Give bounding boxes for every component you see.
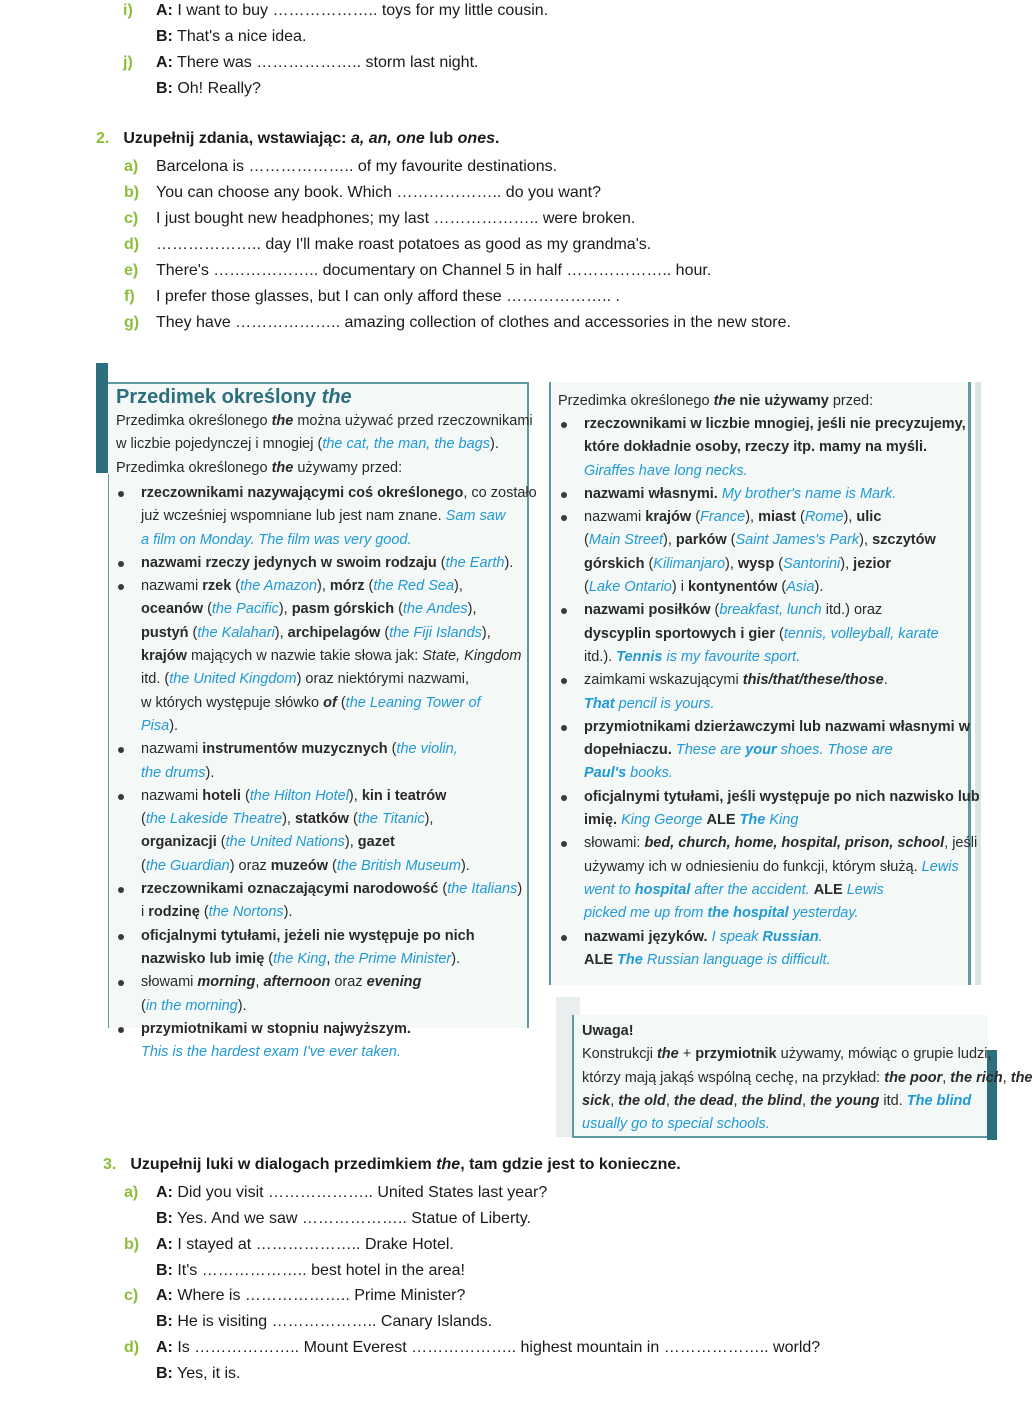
ex3-item-d: d) A: Is ……………….. Mount Everest ……………….. highest mountain in ……………….. world? [124,1339,821,1356]
ex2-heading: 2. Uzupełnij zdania, wstawiając: a, an, one lub ones. [96,130,500,147]
item-text: I prefer those glasses, but I can only afford these ……………….. . [156,288,620,305]
item-label: d) [124,236,140,253]
ex3-item-b-reply: B: It's ……………….. best hotel in the area! [156,1262,465,1279]
item-text: ……………….. day I'll make roast potatoes as good as my grandma's. [156,236,652,253]
ex3-item-a: a) A: Did you visit ……………….. United States last year? [124,1184,548,1201]
bullet-icon [118,561,124,567]
ex2-item [124,208,635,230]
ex1-item-i-reply: B: That's a nice idea. [156,28,307,45]
grammar-left-rules: rzeczownikami nazywającymi coś określonego, co zostało już wcześniej wspomniane lub jest nam znane. Sam saw a film on Monday. The film was very good. nazwami rzeczy jedynych w swoim rodzaju (the Earth). nazwami rzek (the Amazon), mórz (the Red Sea), oceanów (the Pacific), pasm górskich (the Andes), pustyń (the Kalahari), archipelagów (the Fiji Islands), krajów mających w nazwie takie słowa jak: State, Kingdom itd. (the United Kingdom) oraz niektórymi nazwami, w których występuje słówko of (the Leaning Tower of Pisa). nazwami instrumentów muzycznych (the violin, the drums). nazwami hoteli (the Hilton Hotel), kin i teatrów (the Lakeside Theatre), statków (the Titanic), organizacji (the United Nations), gazet (the Guardian) oraz muzeów (the British Museum). rzeczownikami oznaczającymi narodowość (the Italians) i rodzinę (the Nortons). oficjalnymi tytułami, jeżeli nie występuje po nich nazwisko lub imię (the King, the Prime Minister). słowami morning, afternoon oraz evening (in the morning). przymiotnikami w stopniu najwyższym. This is the hardest exam I've ever taken. [141,485,537,1061]
item-label: b) [124,184,140,201]
ex1-item-i: i) A: I want to buy ……………….. toys for my little cousin. [123,0,548,22]
item-text: They have ……………….. amazing collection of clothes and accessories in the new store. [156,314,791,331]
bullet-icon [118,934,124,940]
bullet-icon [561,935,567,941]
item-label: f) [124,288,135,305]
grammar-right-rules: rzeczownikami w liczbie mnogiej, jeśli nie precyzujemy, które dokładnie osoby, rzeczy itp. mamy na myśli. Giraffes have long necks. nazwami własnymi. My brother's name is Mark. nazwami krajów (France), miast (Rome), ulic (Main Street), parków (Saint James's Park), szczytów górskich (Kilimanjaro), wysp (Santorini), jezior (Lake Ontario) i kontynentów (Asia). nazwami posiłków (breakfast, lunch itd.) oraz dyscyplin sportowych i gier (tennis, volleyball, karate itd.). Tennis is my favourite sport. zaimkami wskazującymi this/that/these/those. That pencil is yours. przymiotnikami dzierżawczymi lub nazwami własnymi w dopełniaczu. These are your shoes. Those are Paul's books. oficjalnymi tytułami, jeśli występuje po nich nazwisko lub imię. King George ALE The King słowami: bed, church, home, hospital, prison, school, jeśli używamy ich w odniesieniu do funkcji, którym służą. Lewis went to hospital after the accident. ALE Lewis picked me up from the hospital yesterday. nazwami języków. I speak Russian. ALE The Russian language is difficult. [584,416,980,968]
grammar-left-text: Przedimka określonego the można używać przed rzeczownikami w liczbie pojedynczej i mnogiej (the cat, the man, the bags). Przedimka określonego the używamy przed: [116,413,533,476]
ex2-item [124,286,620,308]
item-text: I want to buy ……………….. toys for my little cousin. [172,2,549,19]
ex3-heading: 3. Uzupełnij luki w dialogach przedimkiem the, tam gdzie jest to konieczne. [103,1156,681,1173]
item-label: g) [124,314,140,331]
bullet-icon [561,795,567,801]
grammar-right-text: Przedimka określonego the nie używamy przed: [558,393,874,409]
item-label: e) [124,262,139,279]
ex3-item-c: c) A: Where is ……………….. Prime Minister? [124,1287,466,1304]
note-text: Uwaga! Konstrukcji the + przymiotnik używamy, mówiąc o grupie ludzi, którzy mają jakąś wspólną cechę, na przykład: the poor, the rich, the sick, the old, the dead, the blind, the young itd. The blind usually go to special schools. [582,1023,1032,1133]
bullet-icon [118,794,124,800]
bullet-icon [561,725,567,731]
ex2-item [124,182,601,204]
ex2-item [124,234,651,256]
ex2-item [124,312,791,334]
item-text: You can choose any book. Which ……………….. do you want? [156,184,601,201]
box-edge [108,474,109,1028]
item-label: i) [123,2,133,19]
ex1-item-j-reply: B: Oh! Really? [156,80,261,97]
note-title: Uwaga! [582,1023,634,1039]
ex2-item [124,260,711,282]
bullet-icon [561,422,567,428]
bullet-icon [118,1027,124,1033]
ex3-item-c-reply: B: He is visiting ……………….. Canary Islands. [156,1313,493,1330]
item-text: I just bought new headphones; my last ……………….. were broken. [156,210,636,227]
bullet-icon [118,491,124,497]
bullet-icon [561,492,567,498]
item-text: Barcelona is ……………….. of my favourite destinations. [156,158,558,175]
grammar-box-title: Przedimek określony the [116,386,352,408]
item-label: c) [124,210,139,227]
item-label: a) [124,158,139,175]
ex1-item-j: j) A: There was ……………….. storm last night. [123,54,479,71]
item-text: There's ……………….. documentary on Channel 5 in half ……………….. hour. [156,262,712,279]
ex3-item-a-reply: B: Yes. And we saw ……………….. Statue of Liberty. [156,1210,531,1227]
ex3-item-d-reply: B: Yes, it is. [156,1365,241,1382]
ex3-item-b: b) A: I stayed at ……………….. Drake Hotel. [124,1236,454,1253]
box-accent-bar [96,363,108,473]
ex2-item [124,156,557,178]
